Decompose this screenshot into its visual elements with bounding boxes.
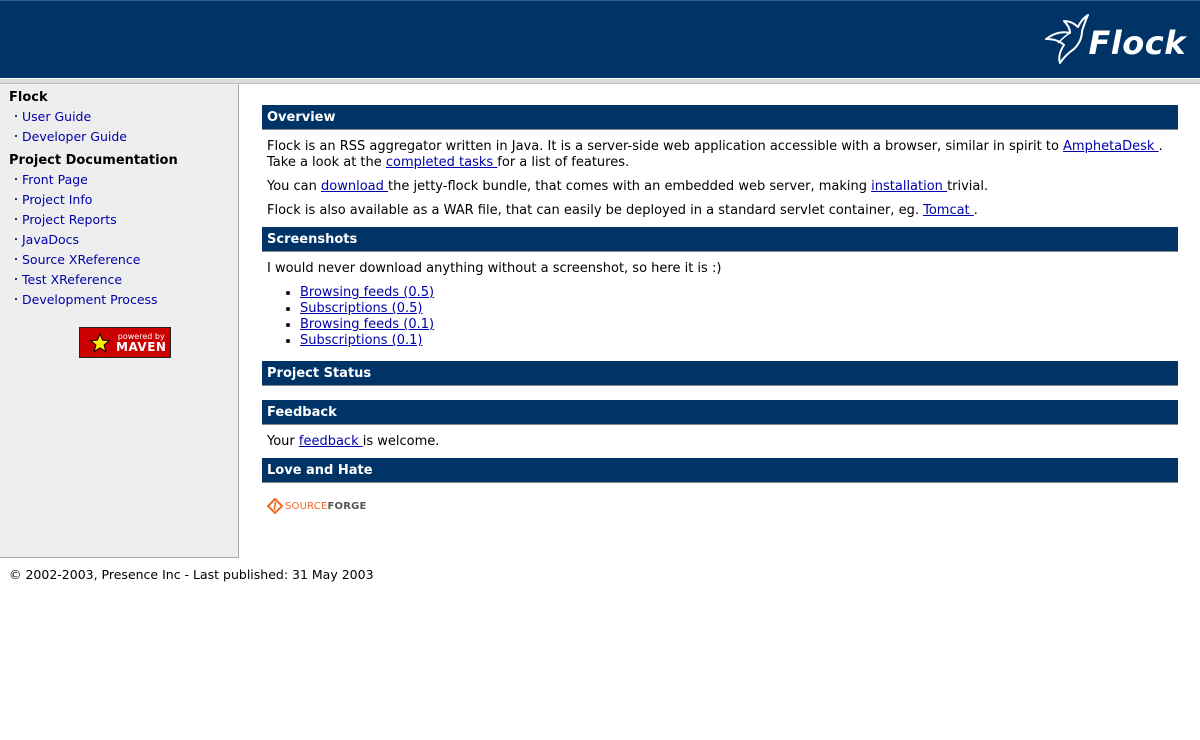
list-item xyxy=(300,333,1173,349)
section-love-and-hate xyxy=(262,458,1178,514)
nav-item-developer-guide xyxy=(9,129,238,149)
nav-group-title: Flock xyxy=(9,90,48,105)
text: Flock is an RSS aggregator written in Java. It is a server-side web application accessible with a browser, similar in spirit to xyxy=(267,139,1064,154)
section-title-overview: Overview xyxy=(262,105,1178,130)
section-spacer xyxy=(262,386,1178,400)
feedback-paragraph xyxy=(267,434,1173,450)
nav-item-front-page xyxy=(9,172,238,192)
maven-badge[interactable] xyxy=(79,327,171,358)
section-overview xyxy=(262,105,1178,219)
bullet xyxy=(15,298,17,300)
nav-link-javadocs[interactable]: JavaDocs xyxy=(22,232,80,247)
sourceforge-icon xyxy=(267,498,283,514)
flock-logo[interactable] xyxy=(1044,11,1186,67)
main-content xyxy=(262,105,1178,514)
nav-item-project-info xyxy=(9,192,238,212)
bullet xyxy=(15,258,17,260)
sourceforge-text-b: FORGE xyxy=(327,500,367,512)
bullet xyxy=(15,135,17,137)
list-item xyxy=(300,285,1173,301)
logo-text: Flock xyxy=(1088,24,1186,62)
section-title-screenshots: Screenshots xyxy=(262,227,1178,252)
nav-link-developer-guide[interactable]: Developer Guide xyxy=(22,129,127,144)
section-project-status xyxy=(262,361,1178,400)
link-subscriptions-01[interactable]: Subscriptions (0.1) xyxy=(300,333,423,348)
link-amphetadesk[interactable]: AmphetaDesk xyxy=(1063,139,1159,154)
nav-link-test-xreference[interactable]: Test XReference xyxy=(22,272,123,287)
text: Your xyxy=(267,434,299,449)
text: Flock is also available as a WAR file, that can easily be deployed in a standard servlet container, eg. xyxy=(267,203,924,218)
bullet xyxy=(15,115,17,117)
dove-icon xyxy=(1044,13,1090,65)
nav-group-project-documentation xyxy=(9,153,238,312)
maven-badge-big: MAVEN xyxy=(116,339,167,354)
nav-link-development-process[interactable]: Development Process xyxy=(22,292,158,307)
link-browsing-feeds-01[interactable]: Browsing feeds (0.1) xyxy=(300,317,435,332)
bullet xyxy=(15,278,17,280)
text: the jetty-flock bundle, that comes with an embedded web server, making xyxy=(388,179,872,194)
link-feedback[interactable]: feedback xyxy=(298,434,363,449)
nav-group-title: Project Documentation xyxy=(9,153,178,168)
text: trivial. xyxy=(947,179,989,194)
sidebar xyxy=(0,84,239,558)
text: . xyxy=(973,203,978,218)
sourceforge-logo[interactable] xyxy=(267,498,1178,514)
list-item xyxy=(300,301,1173,317)
star-icon xyxy=(90,333,110,353)
nav-item-user-guide xyxy=(9,109,238,129)
section-screenshots xyxy=(262,227,1178,349)
nav-link-project-info[interactable]: Project Info xyxy=(22,192,93,207)
nav-item-test-xreference xyxy=(9,272,238,292)
bullet xyxy=(15,238,17,240)
text: is welcome. xyxy=(362,434,440,449)
text: . Take a look at the xyxy=(267,139,1163,170)
bullet xyxy=(15,198,17,200)
bullet xyxy=(15,218,17,220)
link-subscriptions-05[interactable]: Subscriptions (0.5) xyxy=(300,301,423,316)
section-title-love-and-hate: Love and Hate xyxy=(262,458,1178,483)
nav-item-javadocs xyxy=(9,232,238,252)
screenshot-list xyxy=(267,285,1173,349)
link-browsing-feeds-05[interactable]: Browsing feeds (0.5) xyxy=(300,285,435,300)
footer: © 2002-2003, Presence Inc - Last published: 31 May 2003 xyxy=(9,567,374,582)
banner xyxy=(0,0,1200,78)
section-title-project-status: Project Status xyxy=(262,361,1178,386)
link-installation[interactable]: installation xyxy=(871,179,948,194)
nav-link-user-guide[interactable]: User Guide xyxy=(22,109,92,124)
link-completed-tasks[interactable]: completed tasks xyxy=(385,155,498,170)
nav-link-front-page[interactable]: Front Page xyxy=(22,172,88,187)
screenshots-intro: I would never download anything without a screenshot, so here it is :) xyxy=(267,261,722,276)
overview-paragraph-1 xyxy=(267,139,1173,171)
bullet xyxy=(15,178,17,180)
nav-item-project-reports xyxy=(9,212,238,232)
text: You can xyxy=(267,179,322,194)
nav-item-source-xreference xyxy=(9,252,238,272)
section-feedback xyxy=(262,400,1178,450)
maven-badge-text xyxy=(116,332,166,354)
maven-badge-small: powered by xyxy=(117,331,165,341)
overview-paragraph-2 xyxy=(267,179,1173,195)
section-title-feedback: Feedback xyxy=(262,400,1178,425)
link-download[interactable]: download xyxy=(321,179,389,194)
nav-link-source-xreference[interactable]: Source XReference xyxy=(22,252,141,267)
list-item xyxy=(300,317,1173,333)
nav-item-development-process xyxy=(9,292,238,312)
text: for a list of features. xyxy=(497,155,630,170)
link-tomcat[interactable]: Tomcat xyxy=(923,203,974,218)
nav-link-project-reports[interactable]: Project Reports xyxy=(22,212,117,227)
sourceforge-text-a: SOURCE xyxy=(285,500,328,512)
nav-group-flock xyxy=(9,90,238,149)
overview-paragraph-3 xyxy=(267,203,1173,219)
